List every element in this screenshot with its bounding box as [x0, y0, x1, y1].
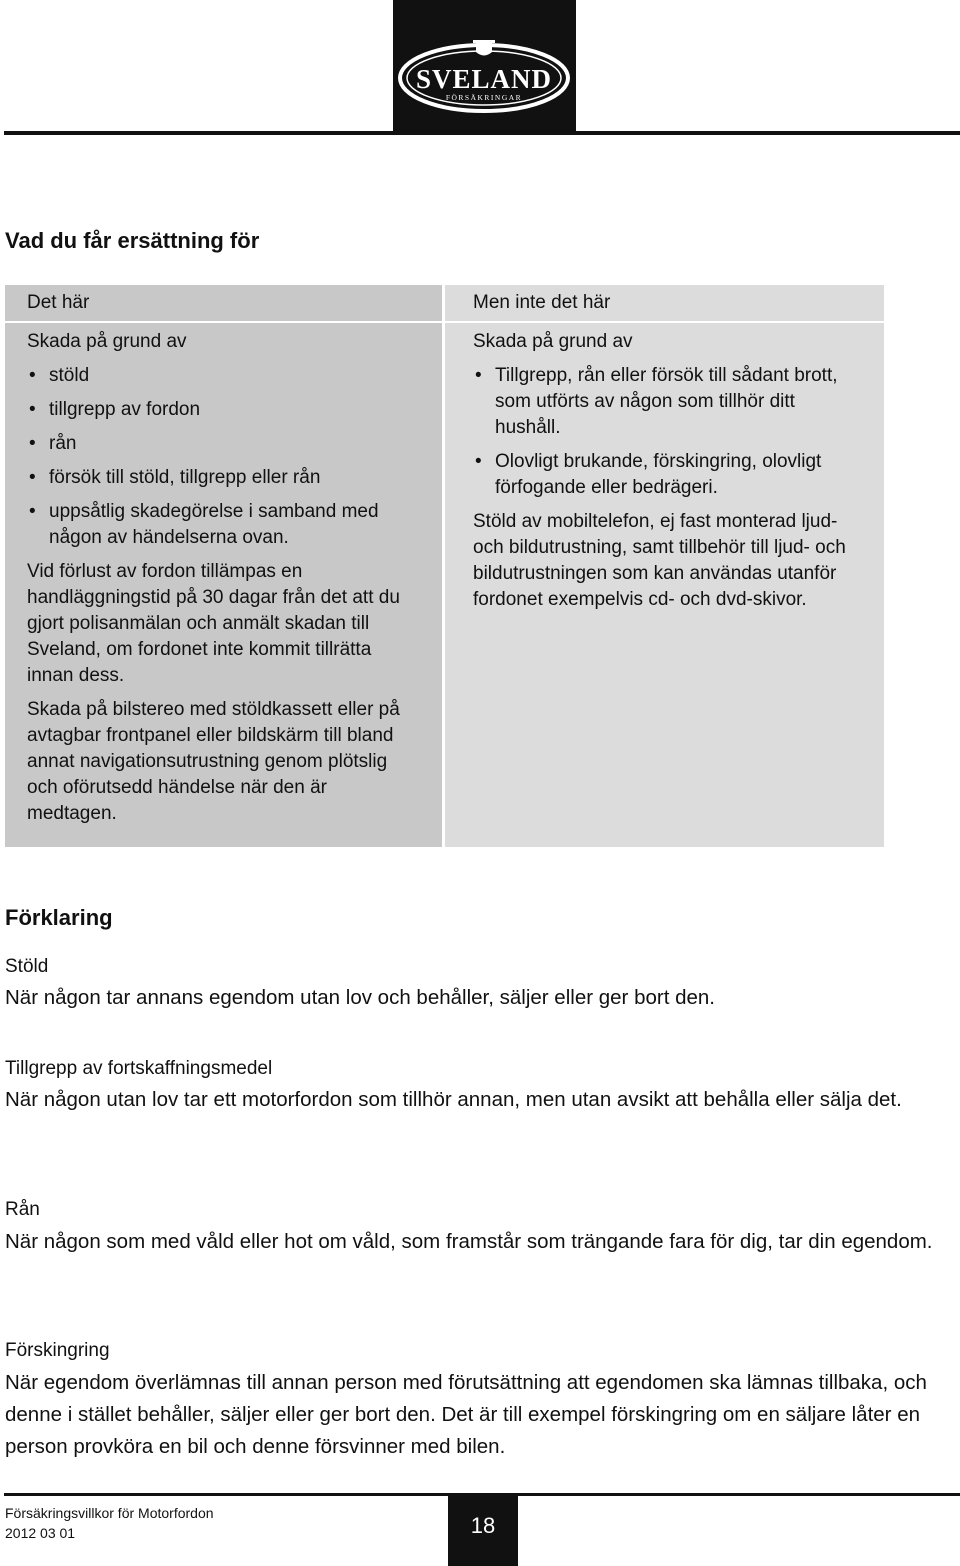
page-number: 18 — [448, 1494, 518, 1566]
crest-icon — [476, 43, 492, 56]
excluded-intro: Skada på grund av — [473, 331, 633, 352]
excluded-column — [445, 285, 884, 847]
excluded-header: Men inte det här — [445, 285, 884, 323]
footer-info — [5, 1503, 214, 1543]
term-forskingring: Förskingring — [5, 1340, 110, 1361]
covered-item: • rån — [27, 431, 420, 457]
excluded-paragraph: Stöld av mobiltelefon, ej fast monterad ljud- och bildutrustning, samt tillbehör till ljud- och bildutrustningen som kan användas utanför fordonet exempelvis cd- och dvd-skivor. — [473, 511, 846, 610]
covered-item: • försök till stöld, tillgrepp eller rån — [27, 465, 420, 491]
covered-paragraph: Skada på bilstereo med stöldkassett eller på avtagbar frontpanel eller bildskärm till bland annat navigationsutrustning genom plötslig och oförutsedd händelse när den är medtagen. — [27, 699, 400, 824]
section-title: Vad du får ersättning för — [5, 228, 260, 253]
definition-tillgrepp: När någon utan lov tar ett motorfordon som tillhör annan, men utan avsikt att behålla eller sälja det. — [5, 1088, 902, 1111]
definition-ran: När någon som med våld eller hot om våld, som framstår som trängande fara för dig, tar din egendom. — [5, 1230, 933, 1253]
covered-item: • tillgrepp av fordon — [27, 397, 420, 423]
covered-column — [5, 285, 442, 847]
definition-stold: När någon tar annans egendom utan lov och behåller, säljer eller ger bort den. — [5, 986, 715, 1009]
logo-emblem — [393, 0, 576, 133]
logo-brand: SVELAND — [415, 64, 553, 94]
excluded-list — [473, 363, 864, 501]
covered-item: • stöld — [27, 363, 420, 389]
covered-list — [27, 363, 420, 551]
covered-header: Det här — [5, 285, 442, 323]
footer-document-title: Försäkringsvillkor för Motorfordon — [5, 1505, 214, 1521]
term-ran: Rån — [5, 1199, 40, 1220]
footer-date: 2012 03 01 — [5, 1525, 76, 1541]
covered-item: • uppsåtlig skadegörelse i samband med någon av händelserna ovan. — [27, 499, 420, 551]
excluded-item: • Olovligt brukande, förskingring, olovligt förfogande eller bedrägeri. — [473, 449, 864, 501]
logo-tagline: FÖRSÄKRINGAR — [445, 93, 523, 102]
term-stold: Stöld — [5, 956, 49, 977]
excluded-item: • Tillgrepp, rån eller försök till sådant brott, som utförts av någon som tillhör ditt hushåll. — [473, 363, 864, 441]
term-tillgrepp: Tillgrepp av fortskaffningsmedel — [5, 1058, 273, 1079]
sveland-logo — [393, 0, 576, 133]
covered-intro: Skada på grund av — [27, 331, 187, 352]
explanation-title: Förklaring — [5, 905, 113, 930]
covered-paragraph: Vid förlust av fordon tillämpas en handläggningstid på 30 dagar från det att du gjort polisanmälan och anmält skadan till Sveland, om fordonet inte kommit tillrätta innan dess. — [27, 561, 400, 686]
definition-forskingring: När egendom överlämnas till annan person med förutsättning att egendomen ska lämnas tillbaka, och denne i stället behåller, säljer eller ger bort den. Det är till exempel förskingring om en säljare låter en person provköra en bil och denne försvinner med bilen. — [5, 1371, 927, 1458]
